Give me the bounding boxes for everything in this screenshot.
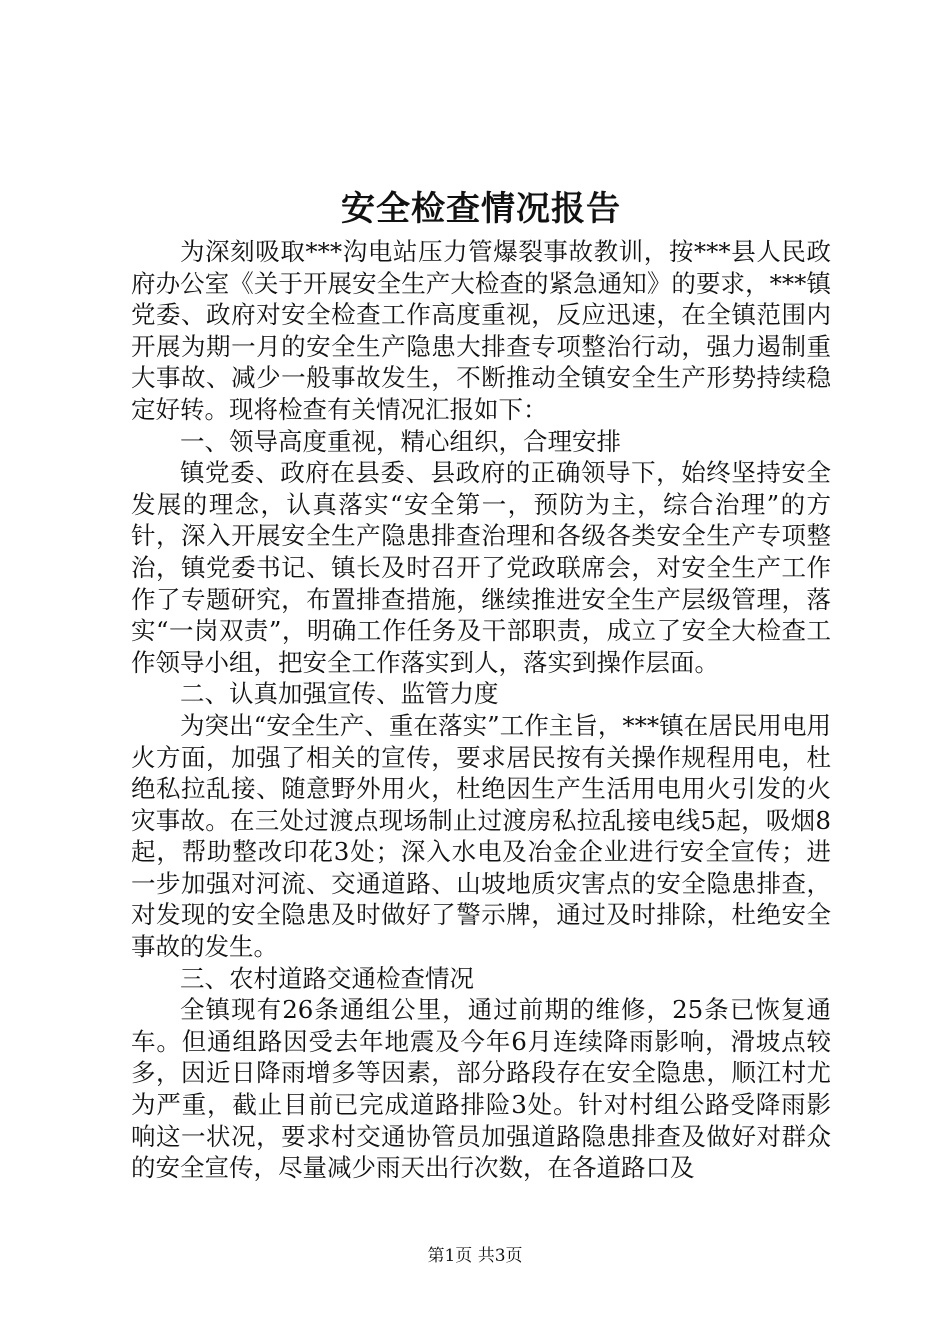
- section-2-body: 为突出“安全生产、重在落实”工作主旨，***镇在居民用电用火方面，加强了相关的宣传，要求居民按有关操作规程用电，杜绝私拉乱接、随意野外用火，杜绝因生产生活用电用火引发的火灾事故。在三处过渡点现场制止过渡房私拉乱接电线5起，吸烟8起，帮助整改印花3处；深入水电及冶金企业进行安全宣传；进一步加强对河流、交通道路、山坡地质灾害点的安全隐患排查，对发现的安全隐患及时做好了警示牌，通过及时排除，杜绝安全事故的发生。: [131, 710, 831, 962]
- section-3-body: 全镇现有26条通组公里，通过前期的维修，25条已恢复通车。但通组路因受去年地震及今年6月连续降雨影响，滑坡点较多，因近日降雨增多等因素，部分路段存在安全隐患，顺江村尤为严重，截止目前已完成道路排险3处。针对村组公路受降雨影响这一状况，要求村交通协管员加强道路隐患排查及做好对群众的安全宣传，尽量减少雨天出行次数，在各道路口及: [131, 995, 831, 1183]
- section-3-heading: 三、农村道路交通检查情况: [180, 963, 474, 993]
- document-title: 安全检查情况报告: [341, 189, 621, 229]
- section-1-heading: 一、领导高度重视，精心组织，合理安排: [180, 426, 621, 456]
- page-number-footer: 第1页 共3页: [427, 1246, 523, 1266]
- section-1-body: 镇党委、政府在县委、县政府的正确领导下，始终坚持安全发展的理念，认真落实“安全第一，预防为主，综合治理”的方针，深入开展安全生产隐患排查治理和各级各类安全生产专项整治，镇党委书记、镇长及时召开了党政联席会，对安全生产工作作了专题研究，布置排查措施，继续推进安全生产层级管理，落实“一岗双责”，明确工作任务及干部职责，成立了安全大检查工作领导小组，把安全工作落实到人，落实到操作层面。: [131, 458, 831, 677]
- section-2-heading: 二、认真加强宣传、监管力度: [180, 679, 499, 709]
- intro-paragraph: 为深刻吸取***沟电站压力管爆裂事故教训，按***县人民政府办公室《关于开展安全生产大检查的紧急通知》的要求，***镇党委、政府对安全检查工作高度重视，反应迅速，在全镇范围内开展为期一月的安全生产隐患大排查专项整治行动，强力遏制重大事故、减少一般事故发生，不断推动全镇安全生产形势持续稳定好转。现将检查有关情况汇报如下：: [131, 237, 831, 424]
- document-page: [131, 184, 831, 1184]
